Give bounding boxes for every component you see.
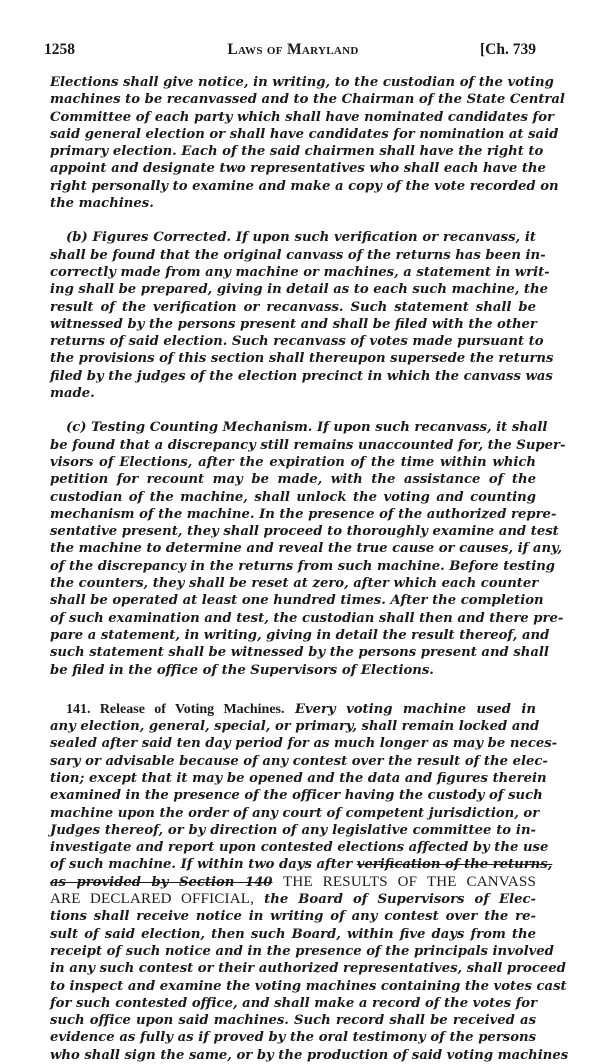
text-line: the machines. xyxy=(50,196,154,212)
text-line: machines to be recanvassed and to the Chairman of the State Central xyxy=(50,92,565,108)
text-line-amended xyxy=(50,874,536,891)
text-run: the Board of Supervisors of Elec- xyxy=(264,892,536,908)
struck-text: as provided by Section 140 xyxy=(50,874,273,890)
text-run: Every voting machine used in xyxy=(294,701,537,717)
text-line: appoint and designate two representatives who shall each have the xyxy=(50,161,546,177)
text-line: any election, general, special, or primary, shall remain locked and xyxy=(50,719,540,735)
spacer xyxy=(50,212,536,229)
inserted-text: ARE DECLARED OFFICIAL, xyxy=(50,891,255,908)
text-line: sary or advisable because of any contest over the result of the elec- xyxy=(50,753,548,769)
text-line-amended xyxy=(50,891,536,908)
text-line: tions shall receive notice in writing of any contest over the re- xyxy=(50,909,536,925)
text-line: to inspect and examine the voting machines containing the votes cast xyxy=(50,978,567,994)
publication-title: Laws of Maryland xyxy=(227,41,359,58)
text-line: such office upon said machines. Such record shall be received as xyxy=(50,1013,536,1029)
text-line: made. xyxy=(50,386,95,402)
text-line: receipt of such notice and in the presence of the principals involved xyxy=(50,943,554,959)
text-line: (c) Testing Counting Mechanism. If upon such recanvass, it shall xyxy=(66,420,548,436)
text-line: the counters, they shall be reset at zero, after which each counter xyxy=(50,576,539,592)
text-line: sealed after said ten day period for as much longer as may be neces- xyxy=(50,736,558,752)
text-line: visors of Elections, after the expiration of the time within which xyxy=(50,454,536,470)
paragraph-continuation xyxy=(50,74,565,212)
text-line: correctly made from any machine or machines, a statement in writ- xyxy=(50,264,550,280)
text-line: petition for recount may be made, with the assistance of the xyxy=(50,472,536,488)
text-line: of the discrepancy in the returns from such machine. Before testing xyxy=(50,558,556,574)
text-run: of such machine. If within two days after xyxy=(50,857,353,873)
text-line: Judges thereof, or by direction of any legislative committee to in- xyxy=(50,822,536,838)
text-line: result of the verification or recanvass. Such statement shall be xyxy=(50,299,536,315)
text-line: machine upon the order of any court of competent jurisdiction, or xyxy=(50,805,540,821)
text-line: in any such contest or their authorized representatives, shall proceed xyxy=(50,961,566,977)
text-line-amended xyxy=(50,856,553,873)
text-line: custodian of the machine, shall unlock the voting and counting xyxy=(50,489,536,505)
text-line: tion; except that it may be opened and the data and figures therein xyxy=(50,770,547,786)
text-line: said general election or shall have candidates for nomination at said xyxy=(50,126,559,142)
spacer xyxy=(50,679,536,701)
chapter-number: [Ch. 739 xyxy=(480,41,536,58)
text-line: shall be found that the original canvass of the returns has been in- xyxy=(50,247,546,263)
inserted-text: THE RESULTS OF THE CANVASS xyxy=(283,873,537,890)
text-line: filed by the judges of the election precinct in which the canvass was xyxy=(50,368,553,384)
text-line: Committee of each party which shall have nominated candidates for xyxy=(50,109,554,125)
section-141-release-of-voting-machines xyxy=(50,701,569,1064)
text-line: shall be operated at least one hundred times. After the completion xyxy=(50,593,544,609)
section-heading-line xyxy=(50,701,536,718)
text-line: be found that a discrepancy still remains unaccounted for, the Super- xyxy=(50,437,566,453)
text-line: evidence as fully as if proved by the oral testimony of the persons xyxy=(50,1030,536,1046)
paragraph-c-testing-counting-mechanism xyxy=(50,419,566,678)
text-line: investigate and report upon contested elections affected by the use xyxy=(50,840,549,856)
text-line: (b) Figures Corrected. If upon such verification or recanvass, it xyxy=(66,230,536,246)
text-line: returns of said election. Such recanvass of votes made pursuant to xyxy=(50,334,544,350)
text-line: pare a statement, in writing, giving in detail the result thereof, and xyxy=(50,627,550,643)
text-line: for such contested office, and shall make a record of the votes for xyxy=(50,995,538,1011)
text-line: of such examination and test, the custodian shall then and there pre- xyxy=(50,610,564,626)
text-line: who shall sign the same, or by the production of said voting machines xyxy=(50,1047,569,1063)
document-body xyxy=(50,74,569,1064)
text-line: right personally to examine and make a copy of the vote recorded on xyxy=(50,178,559,194)
running-header xyxy=(44,41,536,61)
paragraph-b-figures-corrected xyxy=(50,229,554,402)
text-line: be filed in the office of the Supervisors of Elections. xyxy=(50,662,434,678)
text-line: primary election. Each of the said chairmen shall have the right to xyxy=(50,144,544,160)
page-number: 1258 xyxy=(44,41,75,58)
text-line: such statement shall be witnessed by the persons present and shall xyxy=(50,645,549,661)
section-heading: 141. Release of Voting Machines. xyxy=(66,701,285,717)
text-line: ing shall be prepared, giving in detail as to each such machine, the xyxy=(50,282,548,298)
text-line: witnessed by the persons present and shall be filed with the other xyxy=(50,316,537,332)
text-line: sult of said election, then such Board, within five days from the xyxy=(50,926,536,942)
text-line: the machine to determine and reveal the true cause or causes, if any, xyxy=(50,541,563,557)
text-line: mechanism of the machine. In the presence of the authorized repre- xyxy=(50,506,557,522)
text-line: sentative present, they shall proceed to thoroughly examine and test xyxy=(50,524,559,540)
text-line: examined in the presence of the officer having the custody of such xyxy=(50,788,543,804)
text-line: Elections shall give notice, in writing, to the custodian of the voting xyxy=(50,75,554,90)
spacer xyxy=(50,402,536,419)
struck-text: verification of the returns, xyxy=(356,857,553,873)
text-line: the provisions of this section shall thereupon supersede the returns xyxy=(50,351,554,367)
